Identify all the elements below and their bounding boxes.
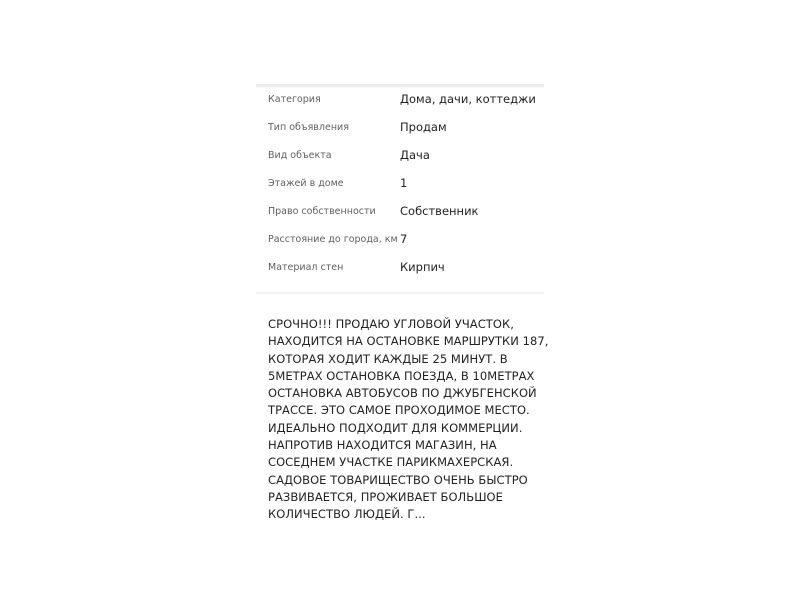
property-list: [256, 88, 544, 284]
property-value: Собственник: [400, 204, 479, 218]
property-row-distance: [256, 228, 544, 256]
description-line: САДОВОЕ ТОВАРИЩЕСТВО ОЧЕНЬ БЫСТРО: [268, 472, 528, 487]
property-row-object-type: [256, 144, 544, 172]
property-value: Кирпич: [400, 260, 445, 274]
property-row-ownership: [256, 200, 544, 228]
property-value: 1: [400, 176, 408, 190]
property-row-wall-material: [256, 256, 544, 284]
description-line: РАЗВИВАЕТСЯ, ПРОЖИВАЕТ БОЛЬШОЕ: [268, 489, 503, 504]
section-divider: [256, 292, 544, 294]
description-line: КОТОРАЯ ХОДИТ КАЖДЫЕ 25 МИНУТ. В: [268, 351, 508, 366]
description-line: 5МЕТРАХ ОСТАНОВКА ПОЕЗДА, В 10МЕТРАХ: [268, 368, 535, 383]
description-line: КОЛИЧЕСТВО ЛЮДЕЙ. Г...: [268, 507, 426, 522]
property-label: Тип объявления: [268, 122, 349, 133]
property-label: Право собственности: [268, 206, 376, 217]
listing-description: [268, 316, 549, 524]
description-line: НАПРОТИВ НАХОДИТСЯ МАГАЗИН, НА: [268, 438, 497, 453]
property-row-category: [256, 88, 544, 116]
property-row-listing-type: [256, 116, 544, 144]
property-label: Этажей в доме: [268, 178, 344, 189]
property-value: Дома, дачи, коттеджи: [400, 92, 536, 106]
description-line: ТРАССЕ. ЭТО САМОЕ ПРОХОДИМОЕ МЕСТО.: [268, 403, 530, 418]
description-line: НАХОДИТСЯ НА ОСТАНОВКЕ МАРШРУТКИ 187,: [268, 334, 549, 349]
property-value: Продам: [400, 120, 447, 134]
listing-card: [256, 84, 549, 522]
property-label: Категория: [268, 94, 321, 105]
property-label: Вид объекта: [268, 150, 332, 161]
description-line: СРОЧНО!!! ПРОДАЮ УГЛОВОЙ УЧАСТОК,: [268, 317, 514, 331]
property-label: Расстояние до города, км: [268, 234, 398, 245]
property-label: Материал стен: [268, 262, 344, 273]
description-line: СОСЕДНЕМ УЧАСТКЕ ПАРИКМАХЕРСКАЯ.: [268, 455, 514, 470]
description-line: ИДЕАЛЬНО ПОДХОДИТ ДЛЯ КОММЕРЦИИ.: [268, 420, 523, 435]
property-value: Дача: [400, 148, 430, 162]
property-row-floors: [256, 172, 544, 200]
description-line: ОСТАНОВКА АВТОБУСОВ ПО ДЖУБГЕНСКОЙ: [268, 386, 537, 401]
property-value: 7: [400, 232, 408, 246]
